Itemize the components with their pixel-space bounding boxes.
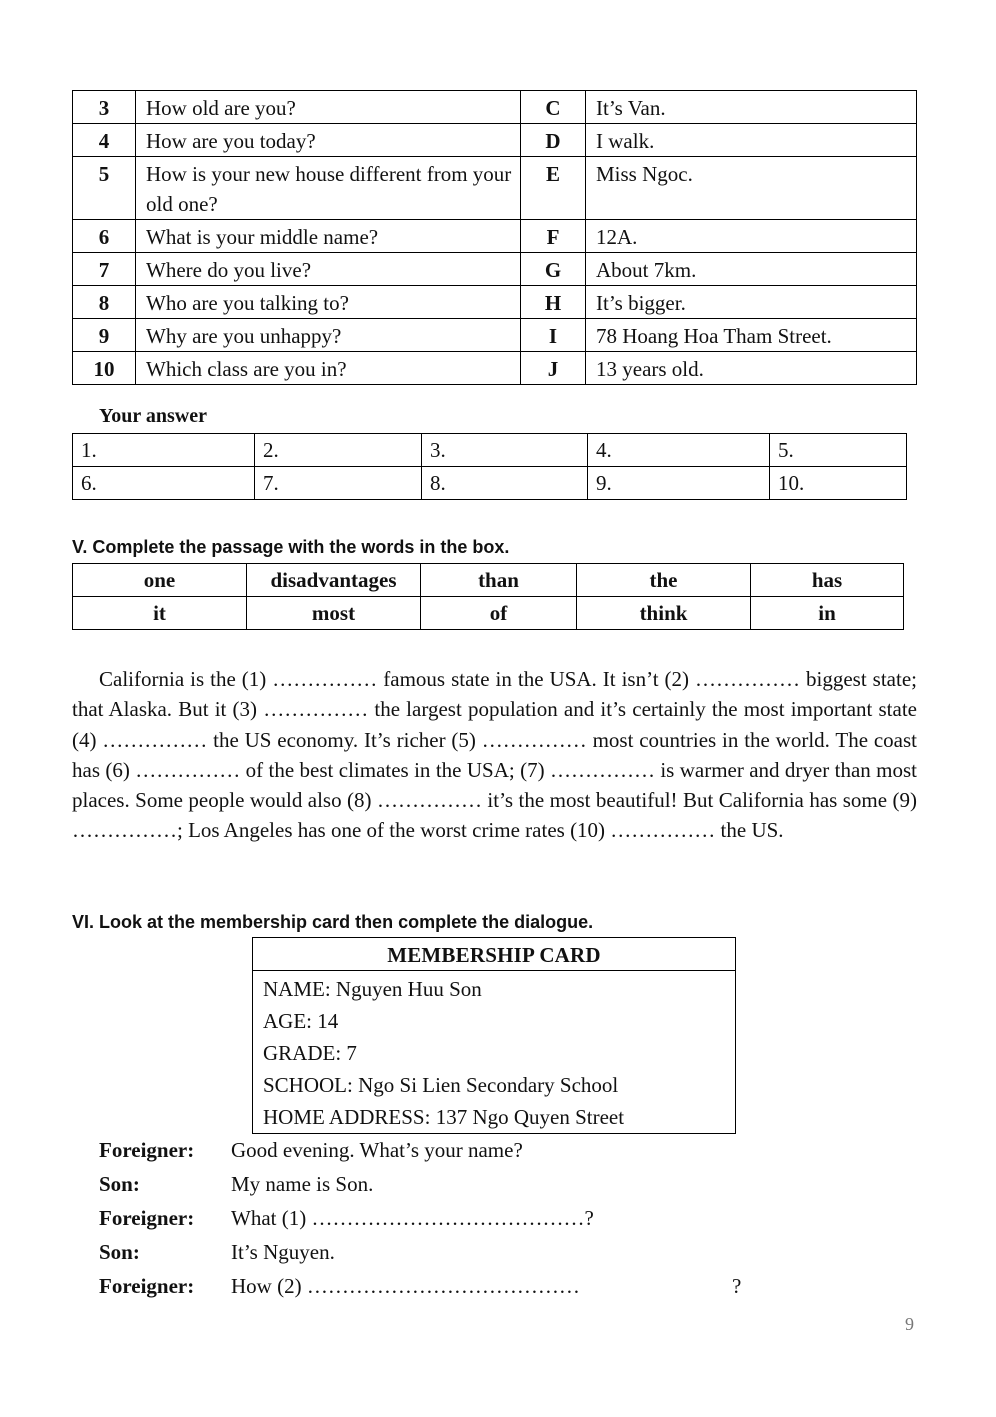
speech-text: Good evening. What’s your name?	[231, 1138, 523, 1162]
answer-row	[73, 434, 907, 467]
card-line: SCHOOL: Ngo Si Lien Secondary School	[263, 1073, 619, 1097]
answer-cell: 1.	[73, 434, 255, 467]
table-row	[73, 157, 917, 220]
answer-letter: C	[521, 91, 586, 124]
answer-cell: 5.	[770, 434, 907, 467]
page-number: 9	[905, 1314, 914, 1334]
card-line: GRADE: 7	[263, 1041, 357, 1065]
question-number: 10	[73, 352, 136, 385]
answer-table	[72, 433, 907, 500]
question-text: Which class are you in?	[136, 352, 521, 385]
answer-letter: E	[521, 157, 586, 220]
word-row	[73, 597, 904, 630]
question-number: 9	[73, 319, 136, 352]
question-number: 3	[73, 91, 136, 124]
speaker-label: Foreigner:	[99, 1206, 195, 1230]
answer-letter: I	[521, 319, 586, 352]
question-number: 4	[73, 124, 136, 157]
question-mark: ?	[732, 1274, 742, 1298]
membership-card	[252, 937, 736, 1134]
table-row	[73, 253, 917, 286]
answer-cell: 6.	[73, 467, 255, 500]
word-box	[72, 563, 904, 630]
question-number: 6	[73, 220, 136, 253]
membership-card-title: MEMBERSHIP CARD	[253, 938, 735, 971]
question-text: How is your new house different from your old one?	[136, 157, 521, 220]
question-number: 8	[73, 286, 136, 319]
speech-text: What (1) …………………………………?	[231, 1206, 594, 1230]
speaker-label: Son:	[99, 1240, 140, 1264]
card-line: HOME ADDRESS: 137 Ngo Quyen Street	[263, 1105, 625, 1129]
question-number: 5	[73, 157, 136, 220]
answer-cell: 2.	[255, 434, 422, 467]
answer-text: Miss Ngoc.	[586, 157, 917, 220]
speech-text: How (2) …………………………………	[231, 1274, 580, 1298]
speaker-label: Foreigner:	[99, 1274, 195, 1298]
table-row	[73, 220, 917, 253]
speaker-label: Foreigner:	[99, 1138, 195, 1162]
word-cell: one	[73, 564, 247, 597]
answer-cell: 10.	[770, 467, 907, 500]
question-text: How old are you?	[136, 91, 521, 124]
section-vi-heading: VI. Look at the membership card then complete the dialogue.	[72, 912, 594, 932]
answer-text: I walk.	[586, 124, 917, 157]
answer-row	[73, 467, 907, 500]
answer-letter: G	[521, 253, 586, 286]
your-answer-heading: Your answer	[99, 405, 207, 427]
passage	[72, 664, 917, 846]
question-text: Who are you talking to?	[136, 286, 521, 319]
answer-cell: 8.	[422, 467, 588, 500]
answer-letter: H	[521, 286, 586, 319]
answer-text: It’s bigger.	[586, 286, 917, 319]
word-cell: disadvantages	[247, 564, 421, 597]
answer-cell: 3.	[422, 434, 588, 467]
table-row	[73, 352, 917, 385]
answer-letter: J	[521, 352, 586, 385]
word-cell: has	[751, 564, 904, 597]
answer-cell: 4.	[588, 434, 770, 467]
table-row	[73, 319, 917, 352]
question-text: How are you today?	[136, 124, 521, 157]
word-cell: in	[751, 597, 904, 630]
passage-text: California is the (1) …………… famous state in the USA. It isn’t (2) …………… biggest state; that Alaska. But it (3) …………… the largest population and it’s certainly the most important state (4) …………… the US economy. It’s richer (5) …………… most countries in the world. The coast has (6) …………… of the best climates in the USA; (7) …………… is warmer and dryer than most places. Some people would also (8) …………… it’s the most beautiful! But California has some (9) ……………; Los Angeles has one of the worst crime rates (10) …………… the US.	[72, 667, 917, 843]
answer-cell: 7.	[255, 467, 422, 500]
word-cell: the	[577, 564, 751, 597]
matching-table	[72, 90, 917, 385]
table-row	[73, 91, 917, 124]
card-line: AGE: 14	[263, 1009, 339, 1033]
answer-text: About 7km.	[586, 253, 917, 286]
answer-letter: D	[521, 124, 586, 157]
table-row	[73, 124, 917, 157]
word-cell: than	[421, 564, 577, 597]
word-cell: of	[421, 597, 577, 630]
word-box-body	[73, 564, 904, 630]
question-text: What is your middle name?	[136, 220, 521, 253]
answer-cell: 9.	[588, 467, 770, 500]
speaker-label: Son:	[99, 1172, 140, 1196]
question-number: 7	[73, 253, 136, 286]
answer-text: 78 Hoang Hoa Tham Street.	[586, 319, 917, 352]
answer-text: 12A.	[586, 220, 917, 253]
card-line: NAME: Nguyen Huu Son	[263, 977, 482, 1001]
answer-text: It’s Van.	[586, 91, 917, 124]
section-v-heading: V. Complete the passage with the words in the box.	[72, 537, 510, 557]
membership-card-body	[253, 971, 735, 1133]
answer-text: 13 years old.	[586, 352, 917, 385]
answer-letter: F	[521, 220, 586, 253]
speech-text: My name is Son.	[231, 1172, 374, 1196]
word-cell: most	[247, 597, 421, 630]
matching-table-body	[73, 91, 917, 385]
word-cell: think	[577, 597, 751, 630]
table-row	[73, 286, 917, 319]
word-cell: it	[73, 597, 247, 630]
question-text: Where do you live?	[136, 253, 521, 286]
speech-text: It’s Nguyen.	[231, 1240, 335, 1264]
answer-table-body	[73, 434, 907, 500]
question-text: Why are you unhappy?	[136, 319, 521, 352]
word-row	[73, 564, 904, 597]
